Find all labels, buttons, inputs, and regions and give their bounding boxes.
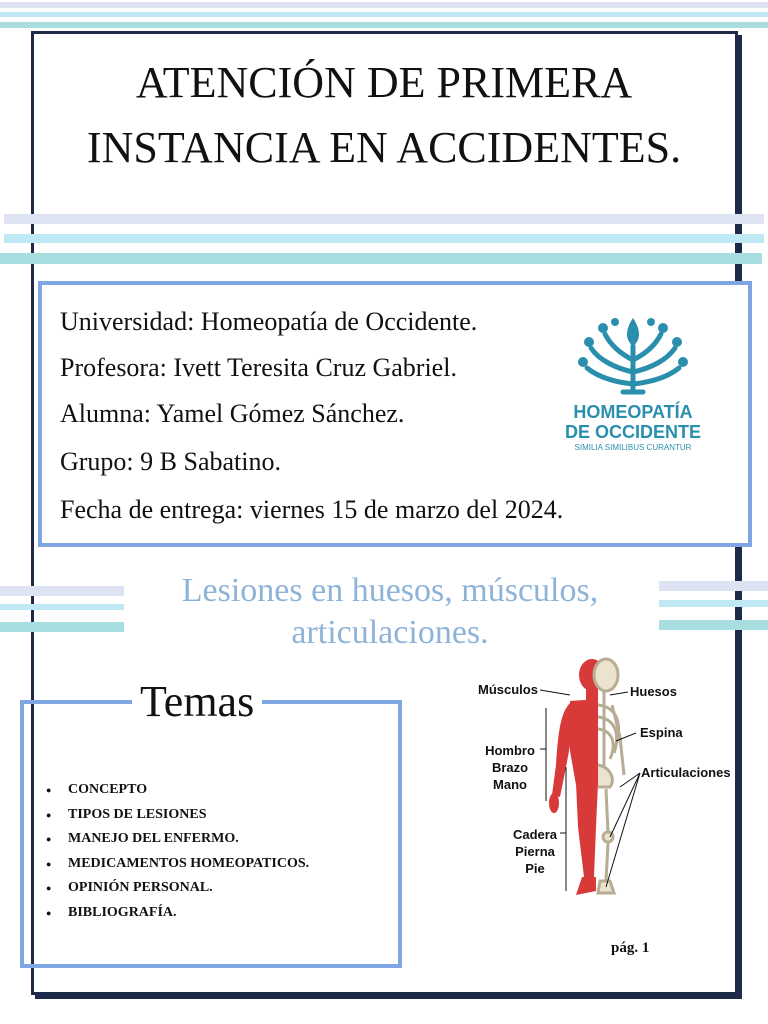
subtitle-line-2: articulaciones. xyxy=(291,614,489,651)
list-item: ● OPINIÓN PERSONAL. xyxy=(46,876,309,901)
label-articulaciones: Articulaciones xyxy=(641,765,731,780)
logo-line-2: DE OCCIDENTE xyxy=(564,422,701,442)
title-line-2: INSTANCIA EN ACCIDENTES. xyxy=(86,123,682,172)
label-brazo: Brazo xyxy=(491,760,529,775)
logo-motto: SIMILIA SIMILIBUS CURANTUR xyxy=(574,443,692,452)
list-item: ● BIBLIOGRAFÍA. xyxy=(46,901,309,926)
temas-list xyxy=(46,778,309,925)
decorative-stripe xyxy=(4,234,764,243)
temas-title: Temas xyxy=(132,676,262,727)
title-line-1: ATENCIÓN DE PRIMERA xyxy=(135,58,633,107)
teacher-line: Profesora: Ivett Teresita Cruz Gabriel. xyxy=(60,353,457,382)
university-line: Universidad: Homeopatía de Occidente. xyxy=(60,307,478,336)
decorative-stripe xyxy=(4,214,764,224)
label-huesos: Huesos xyxy=(630,684,677,699)
decorative-stripe xyxy=(659,620,768,630)
label-musculos: Músculos xyxy=(478,682,538,697)
decorative-stripe xyxy=(0,2,768,8)
label-pie: Pie xyxy=(525,861,545,876)
label-cadera-pierna-pie xyxy=(505,826,565,877)
decorative-stripe xyxy=(0,253,762,264)
decorative-stripe xyxy=(0,604,124,610)
skeleton-illustration xyxy=(594,659,624,893)
subtitle-line-1: Lesiones en huesos, músculos, xyxy=(181,572,599,609)
student-line: Alumna: Yamel Gómez Sánchez. xyxy=(60,399,405,428)
university-logo xyxy=(553,300,713,458)
tree-icon xyxy=(553,300,713,400)
date-line: Fecha de entrega: viernes 15 de marzo del 2024. xyxy=(60,495,564,524)
list-item: ● TIPOS DE LESIONES xyxy=(46,803,309,828)
decorative-stripe xyxy=(0,12,768,17)
decorative-stripe xyxy=(659,600,768,607)
logo-line-1: HOMEOPATÍA xyxy=(573,402,693,422)
decorative-stripe xyxy=(0,622,124,632)
label-hombro-brazo-mano xyxy=(480,742,540,793)
decorative-stripe xyxy=(0,22,768,28)
label-pierna: Pierna xyxy=(515,844,555,859)
page-number: pág. 1 xyxy=(611,940,650,956)
decorative-stripe xyxy=(0,586,124,596)
page-title xyxy=(0,50,768,180)
subtitle xyxy=(150,570,630,654)
group-line: Grupo: 9 B Sabatino. xyxy=(60,447,281,476)
label-hombro: Hombro xyxy=(485,743,535,758)
label-espina: Espina xyxy=(640,725,683,740)
list-item: ● CONCEPTO xyxy=(46,778,309,803)
decorative-stripe xyxy=(659,581,768,591)
label-mano: Mano xyxy=(493,777,527,792)
list-item: ● MANEJO DEL ENFERMO. xyxy=(46,827,309,852)
list-item: ● MEDICAMENTOS HOMEOPATICOS. xyxy=(46,852,309,877)
label-cadera: Cadera xyxy=(512,827,558,842)
